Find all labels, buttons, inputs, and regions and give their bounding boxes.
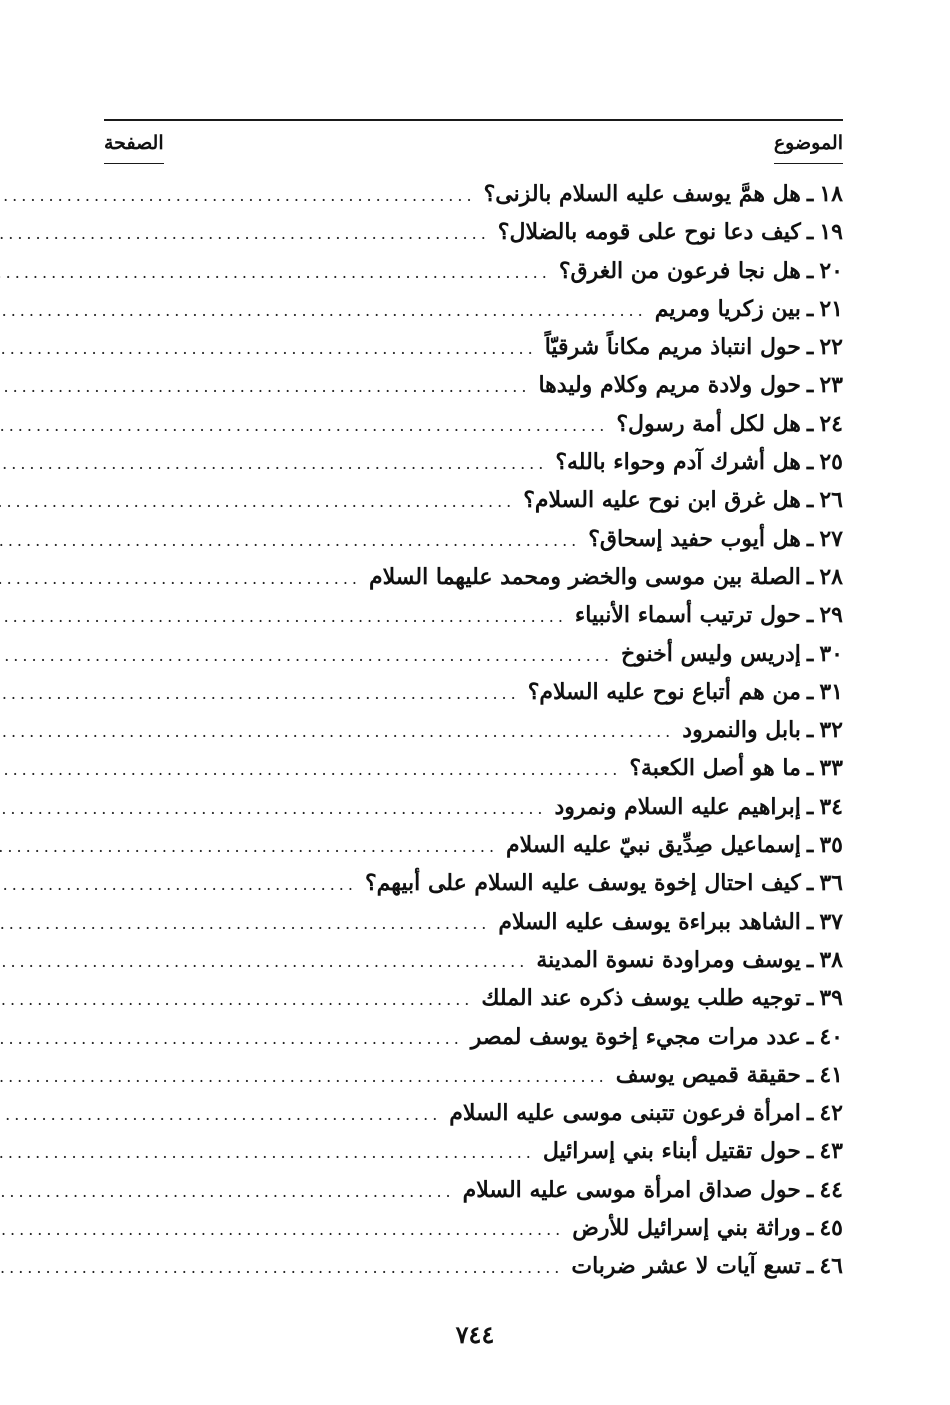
entry-number: ٣٦ bbox=[819, 870, 843, 897]
entry-dash: ـ bbox=[806, 870, 814, 897]
entry-title: ما هو أصل الكعبة؟ bbox=[629, 755, 801, 782]
dot-leader bbox=[0, 1182, 455, 1201]
toc-entry bbox=[104, 832, 843, 870]
entry-title: إدريس وليس أخنوخ bbox=[620, 640, 801, 667]
toc-entry bbox=[104, 564, 843, 602]
entry-dash: ـ bbox=[806, 334, 814, 361]
entry-dash: ـ bbox=[806, 1023, 814, 1050]
entry-title: بابل والنمرود bbox=[682, 717, 801, 744]
entry-dash: ـ bbox=[806, 1100, 814, 1127]
dot-leader bbox=[0, 263, 551, 282]
dot-leader bbox=[0, 799, 547, 818]
toc-entry bbox=[104, 1024, 843, 1062]
entry-number: ١٨ bbox=[819, 181, 843, 207]
entry-number: ٣٩ bbox=[819, 985, 843, 1012]
dot-leader bbox=[0, 186, 476, 205]
entry-title: تسع آيات لا عشر ضربات bbox=[571, 1253, 801, 1280]
entry-title: توجيه طلب يوسف ذكره عند الملك bbox=[481, 985, 801, 1012]
entry-number: ٢٣ bbox=[819, 372, 843, 399]
entry-number: ٣٢ bbox=[819, 717, 843, 744]
entry-number: ٤٤ bbox=[819, 1176, 843, 1203]
dot-leader bbox=[0, 1220, 564, 1239]
dot-leader bbox=[0, 607, 567, 626]
entry-dash: ـ bbox=[806, 755, 814, 782]
toc-entry bbox=[104, 947, 843, 985]
dot-leader bbox=[0, 1105, 441, 1124]
dot-leader bbox=[0, 1143, 535, 1162]
dot-leader bbox=[0, 722, 674, 741]
topic-column-heading: الموضوع bbox=[774, 126, 843, 164]
toc-entry bbox=[104, 1253, 843, 1291]
dot-leader bbox=[0, 914, 490, 933]
toc-entry bbox=[104, 641, 843, 679]
entry-number: ٤٦ bbox=[819, 1253, 843, 1280]
entry-number: ٢٥ bbox=[819, 449, 843, 476]
dot-leader bbox=[0, 1258, 563, 1277]
entry-number: ٣١ bbox=[819, 678, 843, 705]
entry-title: هل همَّ يوسف عليه السلام بالزنى؟ bbox=[483, 181, 801, 207]
toc-entry bbox=[104, 219, 843, 257]
entry-dash: ـ bbox=[806, 946, 814, 973]
toc-entry bbox=[104, 1062, 843, 1100]
toc-entry bbox=[104, 526, 843, 564]
entry-title: هل أشرك آدم وحواء بالله؟ bbox=[555, 449, 801, 476]
entry-title: إبراهيم عليه السلام ونمرود bbox=[554, 793, 801, 820]
toc-entry bbox=[104, 870, 843, 908]
entry-title: هل غرق ابن نوح عليه السلام؟ bbox=[523, 487, 801, 514]
entry-number: ٢٧ bbox=[819, 525, 843, 552]
entry-number: ٣٣ bbox=[819, 755, 843, 782]
toc-entry bbox=[104, 487, 843, 525]
entry-title: حول تقتيل أبناء بني إسرائيل bbox=[542, 1138, 801, 1165]
entry-number: ٢٤ bbox=[819, 410, 843, 437]
entry-title: الصلة بين موسى والخضر ومحمد عليهما السلام bbox=[369, 563, 801, 590]
dot-leader bbox=[0, 454, 547, 473]
entry-dash: ـ bbox=[806, 449, 814, 476]
toc-entry bbox=[104, 985, 843, 1023]
entry-number: ٤٥ bbox=[819, 1215, 843, 1242]
entry-title: من هم أتباع نوح عليه السلام؟ bbox=[527, 678, 801, 705]
entry-title: إسماعيل صِدِّيق نبيّ عليه السلام bbox=[506, 832, 801, 859]
entry-title: امرأة فرعون تتبنى موسى عليه السلام bbox=[449, 1100, 801, 1127]
dot-leader bbox=[0, 416, 608, 435]
dot-leader bbox=[0, 301, 647, 320]
toc-entry bbox=[104, 679, 843, 717]
entry-number: ٣٨ bbox=[819, 946, 843, 973]
entry-dash: ـ bbox=[806, 372, 814, 399]
entry-number: ٤٠ bbox=[819, 1023, 843, 1050]
entry-dash: ـ bbox=[806, 678, 814, 705]
dot-leader bbox=[0, 646, 613, 665]
entry-dash: ـ bbox=[806, 1061, 814, 1088]
table-of-contents bbox=[104, 181, 843, 1292]
dot-leader bbox=[0, 492, 515, 511]
entry-dash: ـ bbox=[806, 1176, 814, 1203]
toc-entry bbox=[104, 1177, 843, 1215]
toc-entry bbox=[104, 449, 843, 487]
page-number: ٧٤٤ bbox=[455, 1320, 495, 1349]
toc-entry bbox=[104, 1100, 843, 1138]
entry-dash: ـ bbox=[806, 793, 814, 820]
dot-leader bbox=[0, 339, 537, 358]
entry-dash: ـ bbox=[806, 181, 814, 207]
entry-dash: ـ bbox=[806, 525, 814, 552]
entry-number: ٣٠ bbox=[819, 640, 843, 667]
dot-leader bbox=[0, 569, 361, 588]
entry-number: ٢٩ bbox=[819, 602, 843, 629]
entry-title: الشاهد ببراءة يوسف عليه السلام bbox=[498, 908, 801, 935]
entry-number: ٣٥ bbox=[819, 832, 843, 859]
toc-entry bbox=[104, 258, 843, 296]
toc-entry bbox=[104, 909, 843, 947]
entry-dash: ـ bbox=[806, 410, 814, 437]
entry-dash: ـ bbox=[806, 1253, 814, 1280]
entry-title: بين زكريا ومريم bbox=[654, 295, 801, 322]
entry-dash: ـ bbox=[806, 487, 814, 514]
toc-entry bbox=[104, 602, 843, 640]
entry-dash: ـ bbox=[806, 1138, 814, 1165]
entry-dash: ـ bbox=[806, 640, 814, 667]
dot-leader bbox=[0, 1029, 463, 1048]
entry-title: حول ترتيب أسماء الأنبياء bbox=[574, 602, 801, 629]
entry-title: حول انتباذ مريم مكاناً شرقيّاً bbox=[544, 334, 801, 361]
entry-dash: ـ bbox=[806, 832, 814, 859]
entry-title: يوسف ومراودة نسوة المدينة bbox=[536, 946, 801, 973]
entry-number: ٢١ bbox=[819, 295, 843, 322]
entry-title: عدد مرات مجيء إخوة يوسف لمصر bbox=[470, 1023, 801, 1050]
top-divider bbox=[104, 119, 843, 121]
entry-title: هل أيوب حفيد إسحاق؟ bbox=[588, 525, 801, 552]
toc-entry bbox=[104, 1215, 843, 1253]
entry-dash: ـ bbox=[806, 219, 814, 246]
toc-entry bbox=[104, 411, 843, 449]
entry-number: ٢٨ bbox=[819, 563, 843, 590]
dot-leader bbox=[0, 531, 580, 550]
entry-number: ٣٧ bbox=[819, 908, 843, 935]
entry-dash: ـ bbox=[806, 985, 814, 1012]
toc-entry bbox=[104, 717, 843, 755]
entry-number: ٢٦ bbox=[819, 487, 843, 514]
entry-dash: ـ bbox=[806, 602, 814, 629]
dot-leader bbox=[0, 684, 520, 703]
entry-dash: ـ bbox=[806, 1215, 814, 1242]
toc-entry bbox=[104, 1138, 843, 1176]
entry-title: حول ولادة مريم وكلام وليدها bbox=[538, 372, 801, 399]
entry-title: هل نجا فرعون من الغرق؟ bbox=[558, 257, 801, 284]
dot-leader bbox=[0, 837, 498, 856]
entry-dash: ـ bbox=[806, 257, 814, 284]
entry-title: وراثة بني إسرائيل للأرض bbox=[572, 1215, 801, 1242]
entry-number: ٣٤ bbox=[819, 793, 843, 820]
entry-title: حول صداق امرأة موسى عليه السلام bbox=[462, 1176, 801, 1203]
toc-entry bbox=[104, 372, 843, 410]
toc-entry bbox=[104, 181, 843, 219]
entry-number: ٤١ bbox=[819, 1061, 843, 1088]
dot-leader bbox=[0, 1067, 608, 1086]
entry-dash: ـ bbox=[806, 563, 814, 590]
toc-entry bbox=[104, 755, 843, 793]
dot-leader bbox=[0, 377, 530, 396]
entry-title: كيف دعا نوح على قومه بالضلال؟ bbox=[497, 219, 801, 246]
dot-leader bbox=[0, 224, 490, 243]
entry-title: كيف احتال إخوة يوسف عليه السلام على أبيهم؟ bbox=[364, 870, 801, 897]
entry-dash: ـ bbox=[806, 908, 814, 935]
page-column-heading: الصفحة bbox=[104, 126, 164, 164]
toc-entry bbox=[104, 334, 843, 372]
entry-title: حقيقة قميص يوسف bbox=[615, 1061, 801, 1088]
entry-number: ٤٢ bbox=[819, 1100, 843, 1127]
entry-dash: ـ bbox=[806, 295, 814, 322]
dot-leader bbox=[0, 952, 528, 971]
entry-number: ١٩ bbox=[819, 219, 843, 246]
entry-number: ٤٣ bbox=[819, 1138, 843, 1165]
entry-number: ٢٢ bbox=[819, 334, 843, 361]
entry-title: هل لكل أمة رسول؟ bbox=[616, 410, 801, 437]
toc-entry bbox=[104, 296, 843, 334]
dot-leader bbox=[0, 990, 473, 1009]
toc-entry bbox=[104, 794, 843, 832]
dot-leader bbox=[0, 875, 357, 894]
entry-number: ٢٠ bbox=[819, 257, 843, 284]
entry-dash: ـ bbox=[806, 717, 814, 744]
dot-leader bbox=[0, 760, 621, 779]
